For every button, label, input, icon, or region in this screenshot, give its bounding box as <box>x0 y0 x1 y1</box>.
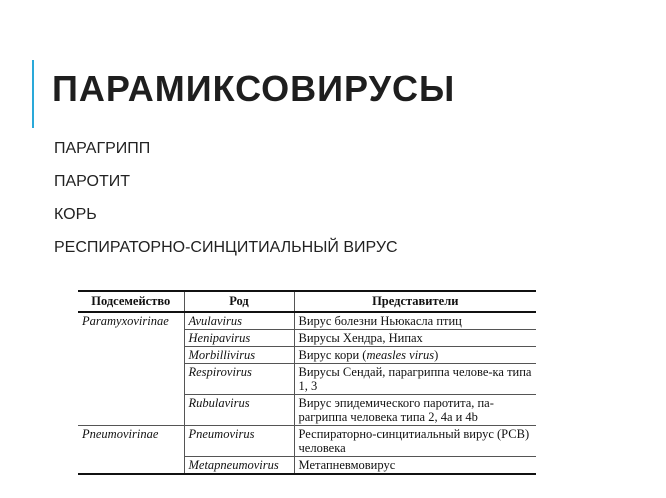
table-row <box>78 330 536 347</box>
table-row <box>78 395 536 426</box>
bullet-item: РЕСПИРАТОРНО-СИНЦИТИАЛЬНЫЙ ВИРУС <box>54 239 398 256</box>
bullet-item: ПАРАГРИПП <box>54 140 151 157</box>
rep-text: Вирусы Хендра, Нипах <box>298 331 423 345</box>
table-row <box>78 457 536 475</box>
slide-title: ПАРАМИКСОВИРУСЫ <box>52 68 456 109</box>
rep-text: Вирус болезни Ньюкасла птиц <box>298 314 462 328</box>
paramyxovirus-table <box>78 290 536 475</box>
title-accent-bar <box>32 60 34 128</box>
cell-subfamily <box>78 364 184 395</box>
header-genus: Род <box>184 291 294 312</box>
cell-genus: Morbillivirus <box>184 347 294 364</box>
cell-representatives <box>294 330 536 347</box>
cell-genus: Pneumovirus <box>184 426 294 457</box>
bullet-item: КОРЬ <box>54 206 97 223</box>
rep-text-italic: measles virus <box>366 348 435 362</box>
cell-genus: Metapneumovirus <box>184 457 294 475</box>
table-row <box>78 312 536 330</box>
header-subfamily: Подсемейство <box>78 291 184 312</box>
cell-representatives <box>294 426 536 457</box>
cell-representatives <box>294 457 536 475</box>
cell-representatives <box>294 347 536 364</box>
bullet-list <box>54 140 398 272</box>
cell-subfamily <box>78 330 184 347</box>
table-row <box>78 347 536 364</box>
table-row <box>78 426 536 457</box>
rep-text-close: ) <box>434 348 439 362</box>
table-row <box>78 364 536 395</box>
header-representatives: Представители <box>294 291 536 312</box>
cell-representatives <box>294 364 536 395</box>
rep-text: Вирус эпидемического паротита, па-рагриппа человека типа 2, 4а и 4b <box>298 396 494 424</box>
cell-subfamily: Paramyxovirinae <box>82 314 169 328</box>
cell-subfamily: Pneumovirinae <box>82 427 159 441</box>
cell-representatives <box>294 395 536 426</box>
cell-subfamily <box>78 457 184 475</box>
table-header-row <box>78 291 536 312</box>
cell-genus: Rubulavirus <box>184 395 294 426</box>
bullet-item: ПАРОТИТ <box>54 173 130 190</box>
cell-genus: Avulavirus <box>184 312 294 330</box>
rep-text: Метапневмовирус <box>298 458 396 472</box>
cell-subfamily <box>78 347 184 364</box>
rep-text: Вирус кори ( <box>298 348 367 362</box>
cell-genus: Henipavirus <box>184 330 294 347</box>
rep-text: Вирусы Сендай, парагриппа челове-ка типа 1, 3 <box>298 365 532 393</box>
cell-representatives <box>294 312 536 330</box>
cell-subfamily <box>78 395 184 426</box>
cell-genus: Respirovirus <box>184 364 294 395</box>
rep-text: Респираторно-синцитиальный вирус (РСВ) человека <box>298 427 530 455</box>
